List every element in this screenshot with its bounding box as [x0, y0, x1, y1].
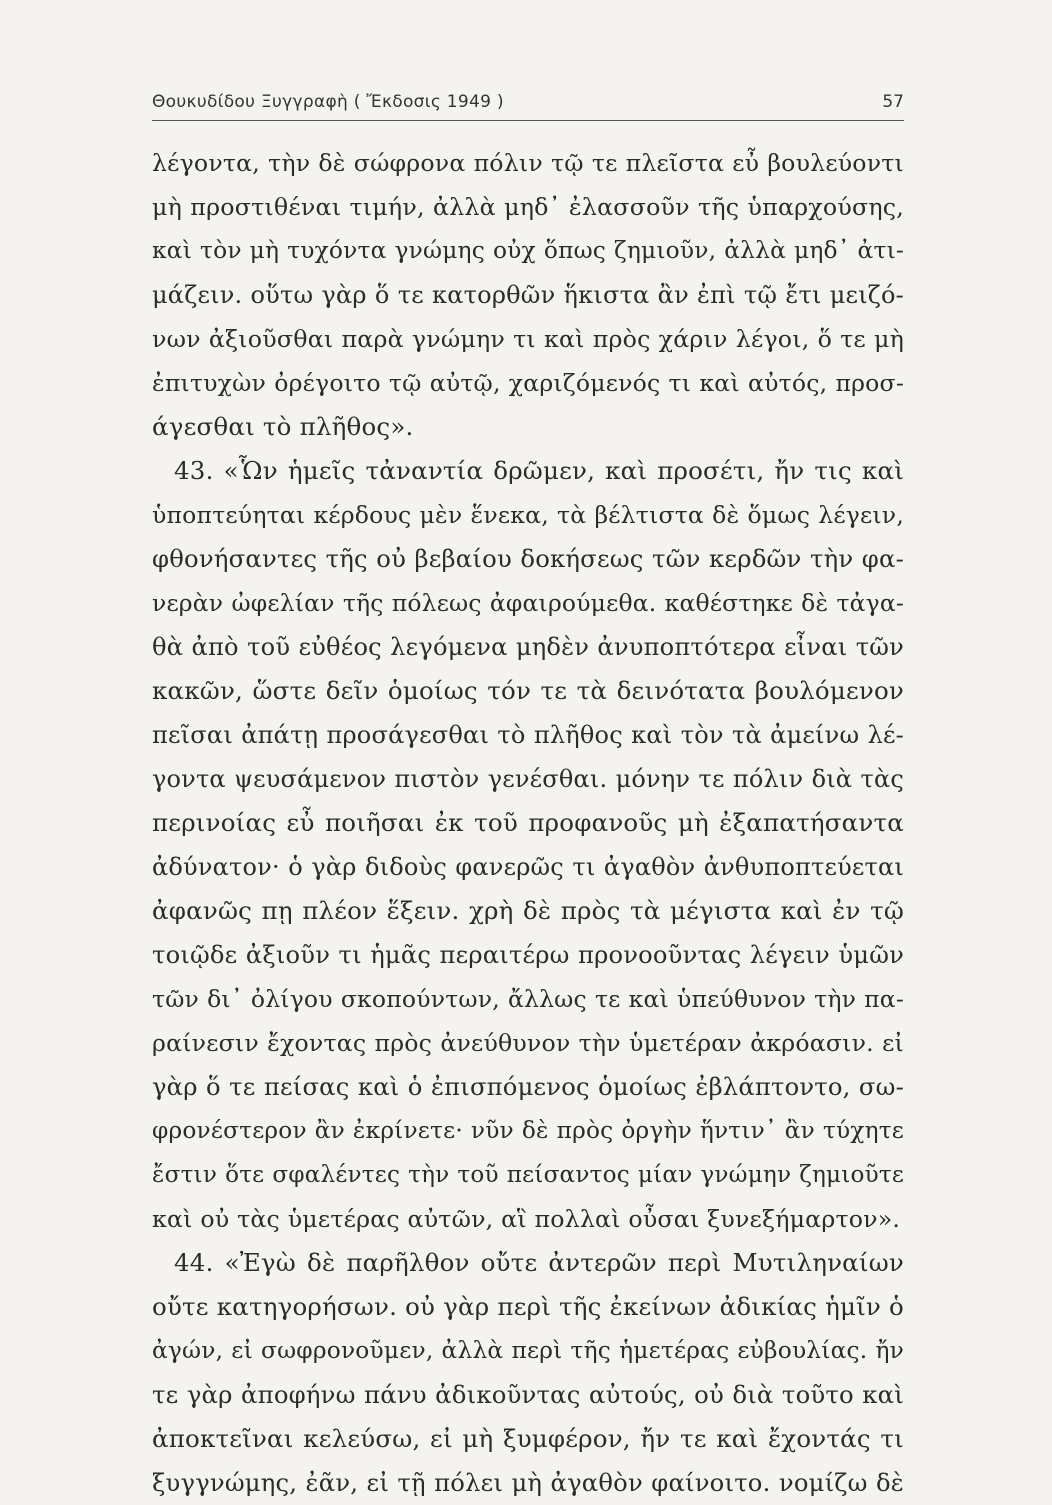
text-line: καὶ οὐ τὰς ὑμετέρας αὐτῶν, αἳ πολλαὶ οὖσαι ξυνεξήμαρτον». [152, 1205, 901, 1233]
text-line: νερὰν ὠφελίαν τῆς πόλεως ἀφαιρούμεθα. καθέστηκε δὲ τἀγα- [152, 589, 904, 617]
page-number: 57 [882, 92, 904, 112]
text-line: φρονέστερον ἂν ἐκρίνετε· νῦν δὲ πρὸς ὀργὴν ἥντιν᾽ ἂν τύχητε [152, 1117, 904, 1144]
text-line: ξυγγνώμης, ἐᾶν, εἰ τῇ πόλει μὴ ἀγαθὸν φαίνοιτο. νομίζω δὲ [152, 1468, 904, 1497]
running-header [152, 92, 904, 121]
text-line: θὰ ἀπὸ τοῦ εὐθέος λεγόμενα μηδὲν ἀνυποπτότερα εἶναι τῶν [152, 633, 904, 661]
text-line: ἀποκτεῖναι κελεύσω, εἰ μὴ ξυμφέρον, ἤν τε καὶ ἔχοντάς τι [152, 1424, 904, 1453]
running-title: Θουκυδίδου Ξυγγραφὴ ( Ἔκδοσις 1949 ) [152, 92, 504, 112]
text-line: μάζειν. οὕτω γὰρ ὅ τε κατορθῶν ἥκιστα ἂν ἐπὶ τῷ ἔτι μειζό- [152, 281, 904, 309]
text-line: μὴ προστιθέναι τιμήν, ἀλλὰ μηδ᾽ ἐλασσοῦν τῆς ὑπαρχούσης, [152, 193, 904, 221]
text-line: ἀφανῶς πῃ πλέον ἕξειν. χρὴ δὲ πρὸς τὰ μέγιστα καὶ ἐν τῷ [152, 896, 904, 925]
text-line: ἐπιτυχὼν ὀρέγοιτο τῷ αὐτῷ, χαριζόμενός τι καὶ αὐτός, προσ- [152, 369, 904, 397]
text-line: άγεσθαι τὸ πλῆθος». [152, 412, 414, 441]
text-line: πεῖσαι ἀπάτῃ προσάγεσθαι τὸ πλῆθος καὶ τὸν τὰ ἀμείνω λέ- [152, 721, 904, 749]
text-line: κακῶν, ὥστε δεῖν ὁμοίως τόν τε τὰ δεινότατα βουλόμενον [152, 676, 904, 705]
text-line: ὑποπτεύηται κέρδους μὲν ἕνεκα, τὰ βέλτιστα δὲ ὅμως λέγειν, [152, 501, 904, 529]
text-line: λέγοντα, τὴν δὲ σώφρονα πόλιν τῷ τε πλεῖστα εὖ βουλεύοντι [152, 149, 904, 177]
text-line: 44. «Ἐγὼ δὲ παρῆλθον οὔτε ἀντερῶν περὶ Μυτιληναίων [174, 1248, 904, 1277]
text-line: γοντα ψευσάμενον πιστὸν γενέσθαι. μόνην τε πόλιν διὰ τὰς [152, 765, 904, 793]
text-line: ἀγών, εἰ σωφρονοῦμεν, ἀλλὰ περὶ τῆς ἡμετέρας εὐβουλίας. ἤν [152, 1337, 904, 1364]
text-line: ἀδύνατον· ὁ γὰρ διδοὺς φανερῶς τι ἀγαθὸν ἀνθυποπτεύεται [152, 853, 904, 881]
text-line: οὔτε κατηγορήσων. οὐ γὰρ περὶ τῆς ἐκείνων ἀδικίας ἡμῖν ὁ [152, 1292, 904, 1321]
text-line: φθονήσαντες τῆς οὐ βεβαίου δοκήσεως τῶν κερδῶν τὴν φα- [152, 544, 904, 573]
text-line: περινοίας εὖ ποιῆσαι ἐκ τοῦ προφανοῦς μὴ ἐξαπατήσαντα [152, 808, 904, 837]
text-line: 43. «Ὧν ἡμεῖς τἀναντία δρῶμεν, καὶ προσέτι, ἤν τις καὶ [174, 456, 904, 485]
text-line: τε γὰρ ἀποφήνω πάνυ ἀδικοῦντας αὐτούς, οὐ διὰ τοῦτο καὶ [152, 1380, 904, 1409]
text-line: τοιῷδε ἀξιοῦν τι ἡμᾶς περαιτέρω προνοοῦντας λέγειν ὑμῶν [152, 941, 904, 969]
text-line: καὶ τὸν μὴ τυχόντα γνώμης οὐχ ὅπως ζημιοῦν, ἀλλὰ μηδ᾽ ἀτι- [152, 237, 904, 264]
body-text [152, 141, 904, 1505]
text-line: ἔστιν ὅτε σφαλέντες τὴν τοῦ πείσαντος μίαν γνώμην ζημιοῦτε [152, 1162, 904, 1188]
text-line: τῶν δι᾽ ὀλίγου σκοπούντων, ἄλλως τε καὶ ὑπεύθυνον τὴν πα- [152, 985, 904, 1013]
text-line: γὰρ ὅ τε πείσας καὶ ὁ ἐπισπόμενος ὁμοίως ἐβλάπτοντο, σω- [152, 1073, 904, 1101]
text-line: ραίνεσιν ἔχοντας πρὸς ἀνεύθυνον τὴν ὑμετέραν ἀκρόασιν. εἰ [152, 1029, 904, 1057]
text-line: νων ἀξιοῦσθαι παρὰ γνώμην τι καὶ πρὸς χάριν λέγοι, ὅ τε μὴ [152, 325, 904, 353]
